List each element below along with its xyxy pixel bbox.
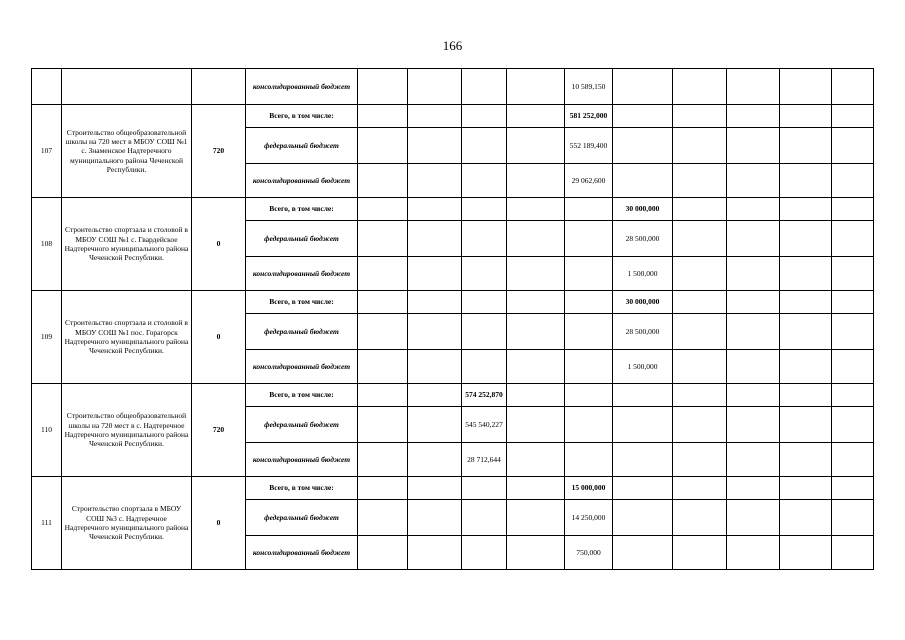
funding-source-label: федеральный бюджет <box>246 221 358 257</box>
project-name: Строительство спортзала и столовой в МБОУ СОШ №1 с. Гвардейское Надтеречного муниципального района Чеченской Республики. <box>62 198 192 291</box>
project-capacity: 0 <box>192 291 246 384</box>
funding-source-label: консолидированный бюджет <box>246 257 358 291</box>
project-capacity: 720 <box>192 384 246 477</box>
value-cell: 28 500,000 <box>613 314 673 350</box>
value-cell: 581 252,000 <box>565 105 613 128</box>
funding-source-label: федеральный бюджет <box>246 128 358 164</box>
value-cell: 1 500,000 <box>613 257 673 291</box>
value-cell: 545 540,227 <box>462 407 507 443</box>
project-capacity: 0 <box>192 198 246 291</box>
value-cell: 14 250,000 <box>565 500 613 536</box>
value-cell: 28 712,644 <box>462 443 507 477</box>
table-row <box>32 69 874 105</box>
funding-source-label: Всего, в том числе: <box>246 198 358 221</box>
funding-source-label: консолидированный бюджет <box>246 443 358 477</box>
project-name: Строительство спортзала и столовой в МБОУ СОШ №1 пос. Горагорск Надтеречного муниципального района Чеченской Республики. <box>62 291 192 384</box>
value-cell: 30 000,000 <box>613 198 673 221</box>
value-cell: 15 000,000 <box>565 477 613 500</box>
project-capacity: 0 <box>192 477 246 570</box>
project-name: Строительство спортзала в МБОУ СОШ №3 с. Надтеречное Надтеречного муниципального района Чеченской Республики. <box>62 477 192 570</box>
budget-table <box>31 68 874 570</box>
funding-source-label: консолидированный бюджет <box>246 536 358 570</box>
funding-source-label: федеральный бюджет <box>246 500 358 536</box>
funding-source-label: Всего, в том числе: <box>246 291 358 314</box>
project-number: 109 <box>32 291 62 384</box>
source-consolidated: консолидированный бюджет <box>246 69 358 105</box>
table-row <box>32 477 874 500</box>
project-number: 111 <box>32 477 62 570</box>
funding-source-label: Всего, в том числе: <box>246 105 358 128</box>
value-cell: 29 062,600 <box>565 164 613 198</box>
funding-source-label: федеральный бюджет <box>246 407 358 443</box>
page-number: 166 <box>442 38 463 53</box>
project-name: Строительство общеобразовательной школы на 720 мест в с. Надтеречное Надтеречного муниципального района Чеченской Республики. <box>62 384 192 477</box>
value-cell: 1 500,000 <box>613 350 673 384</box>
value-cell: 10 589,150 <box>565 69 613 105</box>
funding-source-label: Всего, в том числе: <box>246 384 358 407</box>
table-row <box>32 105 874 128</box>
project-number: 110 <box>32 384 62 477</box>
project-name: Строительство общеобразовательной школы на 720 мест в МБОУ СОШ №1 с. Знаменское Надтеречного муниципального района Чеченской Республики. <box>62 105 192 198</box>
project-number: 107 <box>32 105 62 198</box>
funding-source-label: консолидированный бюджет <box>246 350 358 384</box>
value-cell: 750,000 <box>565 536 613 570</box>
project-capacity: 720 <box>192 105 246 198</box>
project-number: 108 <box>32 198 62 291</box>
funding-source-label: Всего, в том числе: <box>246 477 358 500</box>
value-cell: 30 000,000 <box>613 291 673 314</box>
funding-source-label: консолидированный бюджет <box>246 164 358 198</box>
value-cell: 552 189,400 <box>565 128 613 164</box>
funding-source-label: федеральный бюджет <box>246 314 358 350</box>
table-row <box>32 291 874 314</box>
value-cell: 28 500,000 <box>613 221 673 257</box>
table-row <box>32 384 874 407</box>
value-cell: 574 252,870 <box>462 384 507 407</box>
table-row <box>32 198 874 221</box>
